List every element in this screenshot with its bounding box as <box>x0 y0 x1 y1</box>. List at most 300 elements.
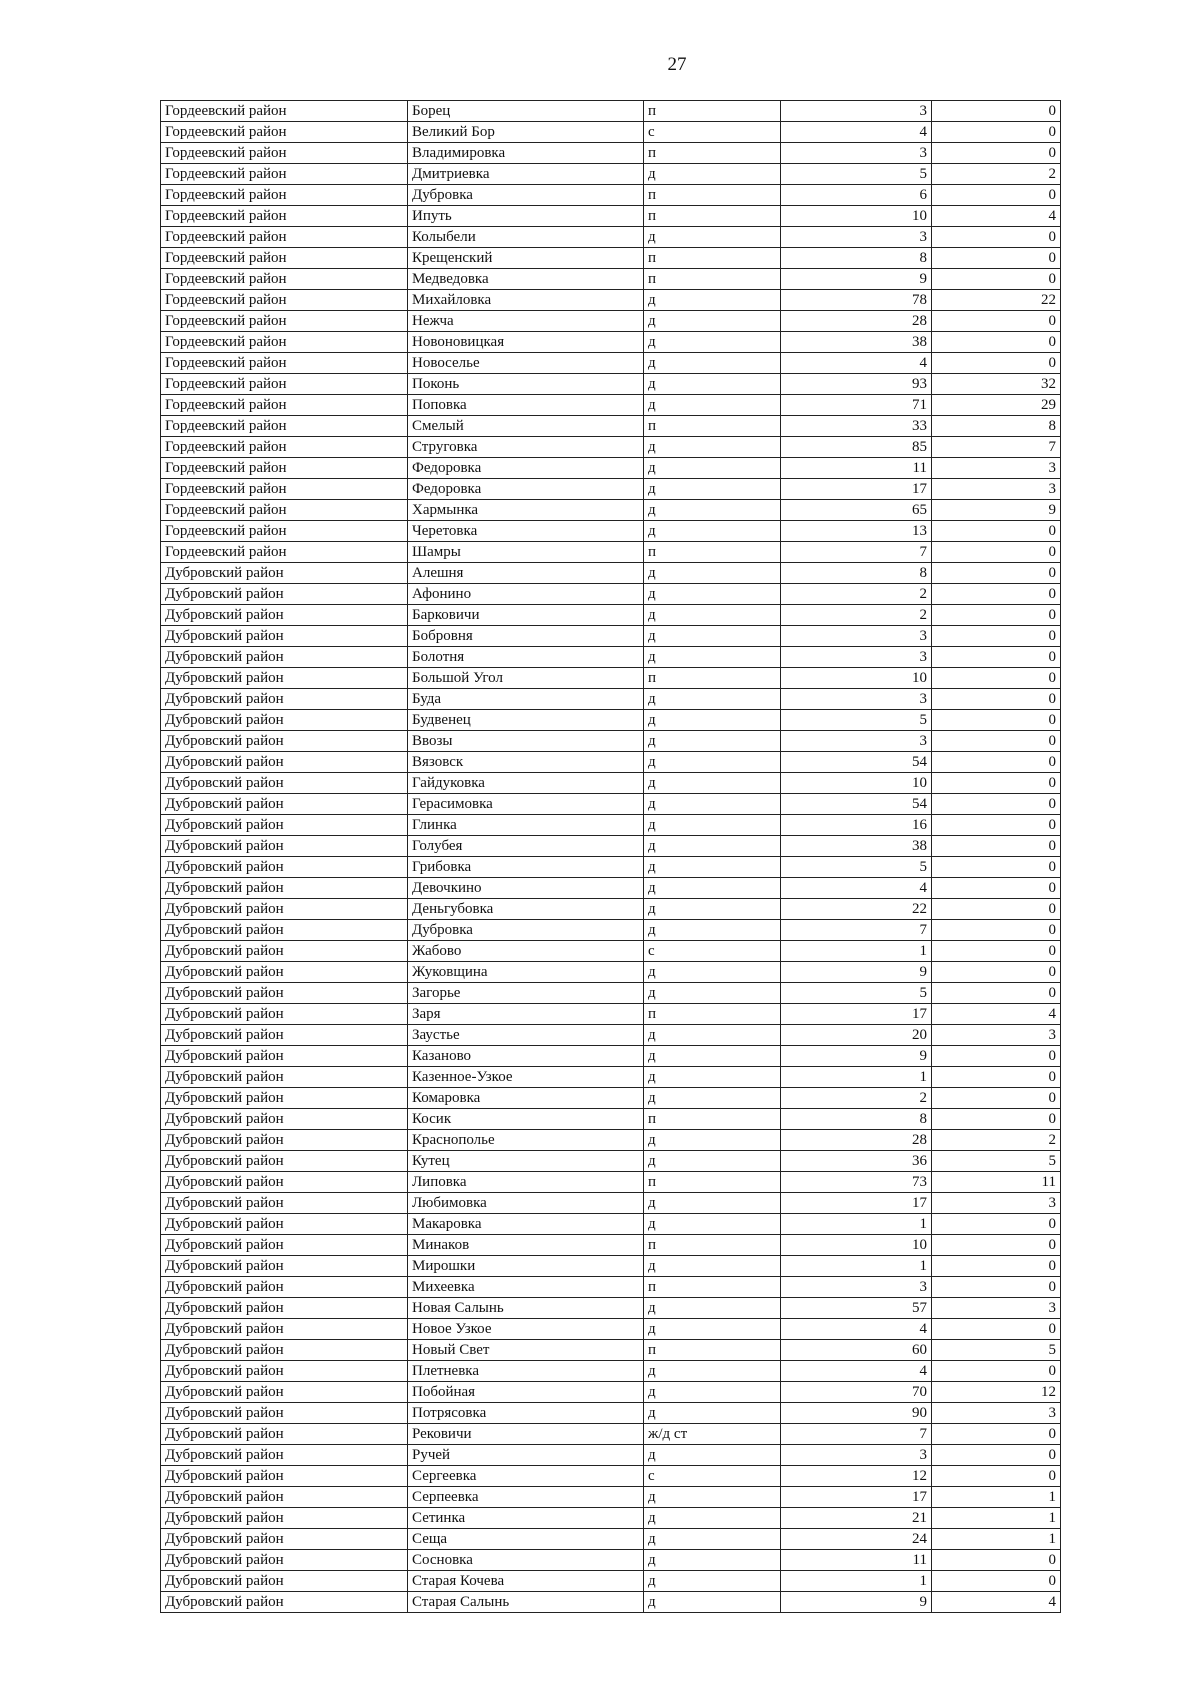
count-a-cell: 20 <box>781 1025 932 1046</box>
district-cell: Дубровский район <box>161 1088 408 1109</box>
locality-cell: Медведовка <box>408 269 644 290</box>
district-cell: Дубровский район <box>161 689 408 710</box>
district-cell: Дубровский район <box>161 1592 408 1613</box>
count-a-cell: 36 <box>781 1151 932 1172</box>
locality-cell: Побойная <box>408 1382 644 1403</box>
table-row <box>161 878 1061 899</box>
count-a-cell: 57 <box>781 1298 932 1319</box>
table-row <box>161 1172 1061 1193</box>
count-a-cell: 90 <box>781 1403 932 1424</box>
locality-cell: Кутец <box>408 1151 644 1172</box>
count-a-cell: 2 <box>781 1088 932 1109</box>
type-cell: д <box>644 836 781 857</box>
type-cell: д <box>644 689 781 710</box>
count-a-cell: 73 <box>781 1172 932 1193</box>
district-cell: Гордеевский район <box>161 500 408 521</box>
district-cell: Дубровский район <box>161 1109 408 1130</box>
locality-cell: Заустье <box>408 1025 644 1046</box>
type-cell: д <box>644 1025 781 1046</box>
locality-cell: Герасимовка <box>408 794 644 815</box>
count-b-cell: 1 <box>932 1529 1061 1550</box>
count-b-cell: 0 <box>932 1571 1061 1592</box>
district-cell: Гордеевский район <box>161 437 408 458</box>
table-row <box>161 542 1061 563</box>
table-row <box>161 437 1061 458</box>
type-cell: д <box>644 962 781 983</box>
locality-cell: Грибовка <box>408 857 644 878</box>
type-cell: д <box>644 458 781 479</box>
count-b-cell: 0 <box>932 1235 1061 1256</box>
count-b-cell: 0 <box>932 542 1061 563</box>
count-b-cell: 0 <box>932 563 1061 584</box>
table-row <box>161 479 1061 500</box>
locality-cell: Девочкино <box>408 878 644 899</box>
type-cell: д <box>644 605 781 626</box>
count-b-cell: 9 <box>932 500 1061 521</box>
district-cell: Дубровский район <box>161 668 408 689</box>
table-row <box>161 458 1061 479</box>
type-cell: д <box>644 353 781 374</box>
district-cell: Гордеевский район <box>161 416 408 437</box>
locality-cell: Жуковщина <box>408 962 644 983</box>
count-b-cell: 3 <box>932 1298 1061 1319</box>
table-row <box>161 899 1061 920</box>
count-b-cell: 0 <box>932 1088 1061 1109</box>
district-cell: Дубровский район <box>161 1151 408 1172</box>
count-b-cell: 2 <box>932 164 1061 185</box>
table-row <box>161 731 1061 752</box>
locality-cell: Черетовка <box>408 521 644 542</box>
count-a-cell: 3 <box>781 227 932 248</box>
district-cell: Дубровский район <box>161 1487 408 1508</box>
type-cell: д <box>644 815 781 836</box>
count-a-cell: 28 <box>781 311 932 332</box>
district-cell: Дубровский район <box>161 1172 408 1193</box>
district-cell: Гордеевский район <box>161 479 408 500</box>
type-cell: д <box>644 626 781 647</box>
count-a-cell: 54 <box>781 794 932 815</box>
type-cell: д <box>644 710 781 731</box>
type-cell: п <box>644 1004 781 1025</box>
district-cell: Дубровский район <box>161 1382 408 1403</box>
district-cell: Дубровский район <box>161 1445 408 1466</box>
district-cell: Дубровский район <box>161 815 408 836</box>
district-cell: Дубровский район <box>161 605 408 626</box>
table-row <box>161 836 1061 857</box>
table-row <box>161 353 1061 374</box>
district-cell: Гордеевский район <box>161 143 408 164</box>
district-cell: Дубровский район <box>161 1193 408 1214</box>
count-a-cell: 22 <box>781 899 932 920</box>
table-row <box>161 1340 1061 1361</box>
table-row <box>161 1193 1061 1214</box>
type-cell: д <box>644 500 781 521</box>
count-b-cell: 4 <box>932 1592 1061 1613</box>
count-a-cell: 12 <box>781 1466 932 1487</box>
locality-cell: Загорье <box>408 983 644 1004</box>
locality-cell: Потрясовка <box>408 1403 644 1424</box>
count-a-cell: 3 <box>781 626 932 647</box>
type-cell: п <box>644 1109 781 1130</box>
type-cell: п <box>644 1277 781 1298</box>
count-a-cell: 2 <box>781 605 932 626</box>
count-b-cell: 4 <box>932 206 1061 227</box>
district-cell: Дубровский район <box>161 1298 408 1319</box>
type-cell: д <box>644 731 781 752</box>
district-cell: Дубровский район <box>161 920 408 941</box>
table-row <box>161 1319 1061 1340</box>
table-row <box>161 1382 1061 1403</box>
count-a-cell: 1 <box>781 1571 932 1592</box>
count-b-cell: 0 <box>932 143 1061 164</box>
count-b-cell: 1 <box>932 1487 1061 1508</box>
type-cell: д <box>644 857 781 878</box>
type-cell: д <box>644 1403 781 1424</box>
type-cell: п <box>644 1235 781 1256</box>
count-a-cell: 60 <box>781 1340 932 1361</box>
type-cell: д <box>644 374 781 395</box>
table-row <box>161 1046 1061 1067</box>
count-a-cell: 5 <box>781 857 932 878</box>
district-cell: Дубровский район <box>161 1550 408 1571</box>
table-row <box>161 1088 1061 1109</box>
type-cell: д <box>644 1088 781 1109</box>
count-a-cell: 54 <box>781 752 932 773</box>
type-cell: д <box>644 1592 781 1613</box>
type-cell: д <box>644 1214 781 1235</box>
table-row <box>161 647 1061 668</box>
count-b-cell: 0 <box>932 626 1061 647</box>
type-cell: д <box>644 227 781 248</box>
district-cell: Дубровский район <box>161 1319 408 1340</box>
locality-cell: Хармынка <box>408 500 644 521</box>
type-cell: д <box>644 1487 781 1508</box>
district-cell: Дубровский район <box>161 1424 408 1445</box>
locality-cell: Поконь <box>408 374 644 395</box>
table-row <box>161 227 1061 248</box>
type-cell: с <box>644 941 781 962</box>
count-b-cell: 3 <box>932 1025 1061 1046</box>
table-row <box>161 374 1061 395</box>
district-cell: Гордеевский район <box>161 164 408 185</box>
count-b-cell: 0 <box>932 1109 1061 1130</box>
table-row <box>161 1130 1061 1151</box>
count-a-cell: 7 <box>781 542 932 563</box>
count-b-cell: 0 <box>932 794 1061 815</box>
district-cell: Гордеевский район <box>161 290 408 311</box>
locality-cell: Деньгубовка <box>408 899 644 920</box>
count-a-cell: 1 <box>781 1214 932 1235</box>
count-a-cell: 16 <box>781 815 932 836</box>
type-cell: д <box>644 1193 781 1214</box>
district-cell: Дубровский район <box>161 1340 408 1361</box>
locality-cell: Шамры <box>408 542 644 563</box>
count-a-cell: 17 <box>781 479 932 500</box>
count-a-cell: 33 <box>781 416 932 437</box>
type-cell: д <box>644 1508 781 1529</box>
type-cell: д <box>644 1151 781 1172</box>
locality-cell: Большой Угол <box>408 668 644 689</box>
locality-cell: Буда <box>408 689 644 710</box>
locality-cell: Новая Салынь <box>408 1298 644 1319</box>
type-cell: д <box>644 794 781 815</box>
table-row <box>161 332 1061 353</box>
count-a-cell: 28 <box>781 1130 932 1151</box>
count-a-cell: 4 <box>781 353 932 374</box>
district-cell: Дубровский район <box>161 1508 408 1529</box>
table-row <box>161 206 1061 227</box>
count-a-cell: 38 <box>781 332 932 353</box>
district-cell: Дубровский район <box>161 836 408 857</box>
table-row <box>161 143 1061 164</box>
locality-cell: Болотня <box>408 647 644 668</box>
count-b-cell: 29 <box>932 395 1061 416</box>
locality-cell: Будвенец <box>408 710 644 731</box>
count-a-cell: 9 <box>781 1592 932 1613</box>
district-cell: Гордеевский район <box>161 248 408 269</box>
table-row <box>161 1529 1061 1550</box>
count-a-cell: 13 <box>781 521 932 542</box>
table-row <box>161 1067 1061 1088</box>
count-a-cell: 17 <box>781 1487 932 1508</box>
table-row <box>161 1025 1061 1046</box>
table-row <box>161 101 1061 122</box>
locality-cell: Бобровня <box>408 626 644 647</box>
count-a-cell: 7 <box>781 1424 932 1445</box>
locality-cell: Жабово <box>408 941 644 962</box>
count-a-cell: 11 <box>781 458 932 479</box>
locality-cell: Плетневка <box>408 1361 644 1382</box>
count-b-cell: 0 <box>932 1550 1061 1571</box>
table-row <box>161 605 1061 626</box>
table-row <box>161 1151 1061 1172</box>
count-a-cell: 17 <box>781 1004 932 1025</box>
count-a-cell: 5 <box>781 164 932 185</box>
table-row <box>161 920 1061 941</box>
locality-cell: Федоровка <box>408 479 644 500</box>
table-row <box>161 164 1061 185</box>
count-b-cell: 2 <box>932 1130 1061 1151</box>
district-cell: Дубровский район <box>161 1214 408 1235</box>
table-row <box>161 668 1061 689</box>
count-b-cell: 0 <box>932 1046 1061 1067</box>
count-b-cell: 0 <box>932 689 1061 710</box>
type-cell: п <box>644 248 781 269</box>
locality-cell: Ввозы <box>408 731 644 752</box>
table-row <box>161 773 1061 794</box>
count-a-cell: 4 <box>781 122 932 143</box>
count-b-cell: 22 <box>932 290 1061 311</box>
table-row <box>161 269 1061 290</box>
count-b-cell: 0 <box>932 731 1061 752</box>
locality-cell: Макаровка <box>408 1214 644 1235</box>
table-row <box>161 290 1061 311</box>
type-cell: д <box>644 1130 781 1151</box>
count-b-cell: 0 <box>932 1214 1061 1235</box>
district-cell: Дубровский район <box>161 1235 408 1256</box>
count-a-cell: 1 <box>781 941 932 962</box>
count-a-cell: 3 <box>781 101 932 122</box>
count-a-cell: 8 <box>781 563 932 584</box>
locality-cell: Великий Бор <box>408 122 644 143</box>
count-b-cell: 0 <box>932 1445 1061 1466</box>
district-cell: Дубровский район <box>161 731 408 752</box>
district-cell: Дубровский район <box>161 983 408 1004</box>
district-cell: Дубровский район <box>161 1403 408 1424</box>
count-a-cell: 6 <box>781 185 932 206</box>
type-cell: д <box>644 647 781 668</box>
count-b-cell: 0 <box>932 710 1061 731</box>
table-row <box>161 1235 1061 1256</box>
district-cell: Дубровский район <box>161 1466 408 1487</box>
type-cell: п <box>644 1172 781 1193</box>
district-cell: Гордеевский район <box>161 101 408 122</box>
table-row <box>161 689 1061 710</box>
district-cell: Дубровский район <box>161 1529 408 1550</box>
locality-cell: Борец <box>408 101 644 122</box>
type-cell: д <box>644 1445 781 1466</box>
district-cell: Гордеевский район <box>161 185 408 206</box>
table-row <box>161 122 1061 143</box>
type-cell: д <box>644 479 781 500</box>
count-a-cell: 70 <box>781 1382 932 1403</box>
count-b-cell: 0 <box>932 521 1061 542</box>
locality-cell: Рековичи <box>408 1424 644 1445</box>
table-row <box>161 521 1061 542</box>
count-b-cell: 0 <box>932 248 1061 269</box>
locality-cell: Дубровка <box>408 185 644 206</box>
table-row <box>161 1550 1061 1571</box>
settlements-table-body <box>161 101 1061 1613</box>
locality-cell: Новый Свет <box>408 1340 644 1361</box>
locality-cell: Сергеевка <box>408 1466 644 1487</box>
table-row <box>161 1466 1061 1487</box>
district-cell: Дубровский район <box>161 1571 408 1592</box>
district-cell: Дубровский район <box>161 899 408 920</box>
locality-cell: Казаново <box>408 1046 644 1067</box>
count-a-cell: 3 <box>781 1445 932 1466</box>
locality-cell: Поповка <box>408 395 644 416</box>
type-cell: д <box>644 1298 781 1319</box>
count-a-cell: 1 <box>781 1256 932 1277</box>
count-b-cell: 0 <box>932 815 1061 836</box>
table-row <box>161 1508 1061 1529</box>
district-cell: Гордеевский район <box>161 269 408 290</box>
count-a-cell: 10 <box>781 668 932 689</box>
locality-cell: Нежча <box>408 311 644 332</box>
district-cell: Дубровский район <box>161 584 408 605</box>
count-a-cell: 5 <box>781 983 932 1004</box>
table-row <box>161 857 1061 878</box>
count-a-cell: 10 <box>781 773 932 794</box>
district-cell: Гордеевский район <box>161 395 408 416</box>
locality-cell: Сеща <box>408 1529 644 1550</box>
type-cell: п <box>644 101 781 122</box>
count-a-cell: 24 <box>781 1529 932 1550</box>
locality-cell: Серпеевка <box>408 1487 644 1508</box>
type-cell: д <box>644 773 781 794</box>
count-a-cell: 4 <box>781 878 932 899</box>
district-cell: Дубровский район <box>161 794 408 815</box>
locality-cell: Дмитриевка <box>408 164 644 185</box>
count-b-cell: 0 <box>932 227 1061 248</box>
type-cell: д <box>644 164 781 185</box>
count-b-cell: 1 <box>932 1508 1061 1529</box>
district-cell: Дубровский район <box>161 941 408 962</box>
table-row <box>161 1214 1061 1235</box>
table-row <box>161 794 1061 815</box>
count-b-cell: 0 <box>932 311 1061 332</box>
count-a-cell: 3 <box>781 647 932 668</box>
count-b-cell: 0 <box>932 185 1061 206</box>
count-b-cell: 0 <box>932 647 1061 668</box>
count-b-cell: 0 <box>932 857 1061 878</box>
type-cell: д <box>644 521 781 542</box>
locality-cell: Любимовка <box>408 1193 644 1214</box>
type-cell: д <box>644 1571 781 1592</box>
type-cell: д <box>644 1529 781 1550</box>
locality-cell: Мирошки <box>408 1256 644 1277</box>
count-b-cell: 0 <box>932 1319 1061 1340</box>
count-b-cell: 3 <box>932 479 1061 500</box>
district-cell: Гордеевский район <box>161 332 408 353</box>
table-row <box>161 563 1061 584</box>
district-cell: Дубровский район <box>161 626 408 647</box>
district-cell: Гордеевский район <box>161 542 408 563</box>
locality-cell: Федоровка <box>408 458 644 479</box>
locality-cell: Голубея <box>408 836 644 857</box>
type-cell: с <box>644 122 781 143</box>
count-a-cell: 3 <box>781 689 932 710</box>
count-b-cell: 0 <box>932 353 1061 374</box>
count-b-cell: 3 <box>932 1193 1061 1214</box>
district-cell: Гордеевский район <box>161 122 408 143</box>
district-cell: Дубровский район <box>161 647 408 668</box>
count-a-cell: 93 <box>781 374 932 395</box>
count-b-cell: 0 <box>932 962 1061 983</box>
locality-cell: Комаровка <box>408 1088 644 1109</box>
count-b-cell: 3 <box>932 458 1061 479</box>
count-b-cell: 0 <box>932 983 1061 1004</box>
table-row <box>161 1298 1061 1319</box>
district-cell: Дубровский район <box>161 1004 408 1025</box>
district-cell: Дубровский район <box>161 857 408 878</box>
locality-cell: Косик <box>408 1109 644 1130</box>
count-a-cell: 8 <box>781 1109 932 1130</box>
type-cell: п <box>644 542 781 563</box>
locality-cell: Дубровка <box>408 920 644 941</box>
type-cell: п <box>644 143 781 164</box>
type-cell: д <box>644 332 781 353</box>
type-cell: д <box>644 311 781 332</box>
count-a-cell: 38 <box>781 836 932 857</box>
locality-cell: Смелый <box>408 416 644 437</box>
count-a-cell: 21 <box>781 1508 932 1529</box>
count-a-cell: 11 <box>781 1550 932 1571</box>
count-a-cell: 5 <box>781 710 932 731</box>
count-b-cell: 0 <box>932 941 1061 962</box>
count-b-cell: 0 <box>932 101 1061 122</box>
table-row <box>161 395 1061 416</box>
locality-cell: Сетинка <box>408 1508 644 1529</box>
type-cell: ж/д ст <box>644 1424 781 1445</box>
count-a-cell: 9 <box>781 269 932 290</box>
settlements-table <box>160 100 1061 1613</box>
district-cell: Гордеевский район <box>161 458 408 479</box>
count-b-cell: 32 <box>932 374 1061 395</box>
count-a-cell: 71 <box>781 395 932 416</box>
locality-cell: Старая Салынь <box>408 1592 644 1613</box>
